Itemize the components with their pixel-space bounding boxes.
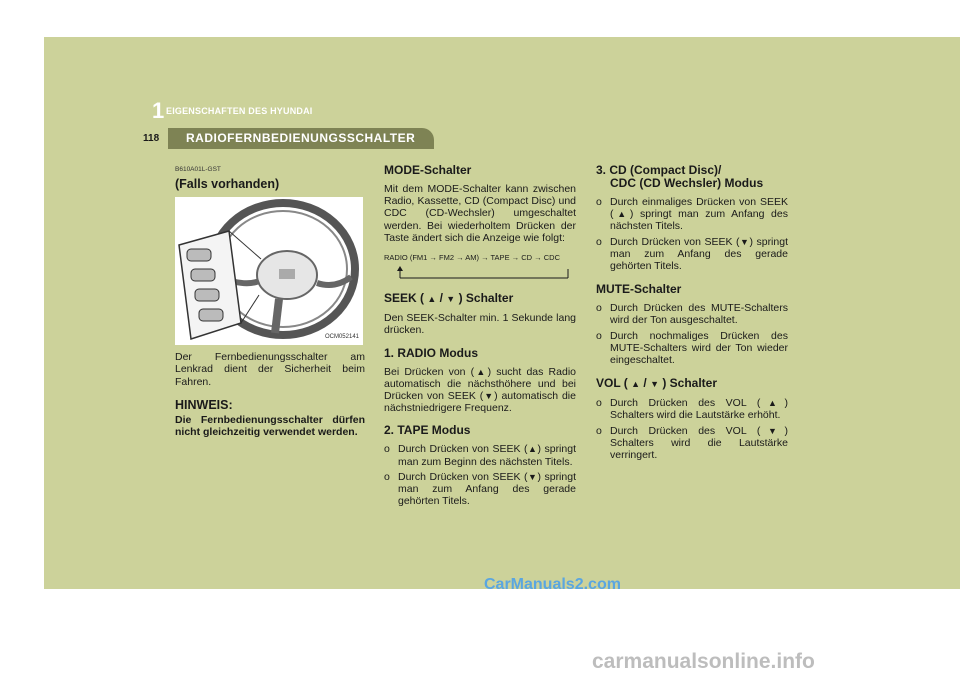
list-item <box>596 236 788 273</box>
up-arrow-icon: ▲ <box>613 209 630 220</box>
chapter-title: EIGENSCHAFTEN DES HYUNDAI <box>166 106 313 116</box>
note-heading: HINWEIS: <box>175 397 233 412</box>
cd-item2-post: ) springt man zum Anfang des gerade gehörten Titels. <box>610 235 788 273</box>
steering-wheel-illustration <box>175 197 363 345</box>
up-arrow-icon: ▲ <box>427 294 437 305</box>
mute-item2: Durch nochmaliges Drücken des MUTE-Schalters wird der Ton wieder eingeschaltet. <box>610 329 788 367</box>
vol-heading-pre: VOL ( <box>596 376 628 391</box>
slash: / <box>436 291 447 306</box>
slash: / <box>640 376 651 391</box>
intro-paragraph: Der Fernbedienungsschalter am Lenkrad dient der Sicherheit beim Fahren. <box>175 351 365 388</box>
mode-heading: MODE-Schalter <box>384 163 472 177</box>
radio-body-part2: ) sucht das Radio automatisch die nächsthöhere und bei Drücken von SEEK ( <box>384 365 576 403</box>
mode-body: Mit dem MODE-Schalter kann zwischen Radio, Kassette, CD (Compact Disc) und CDC (CD-Wechsler) umgeschaltet werden. Bei wiederholtem Drücken der Taste ändert sich die Anzeige wie folgt: <box>384 183 576 244</box>
mode-flow: RADIO (FM1 → FM2 → AM) → TAPE → CD → CDC <box>384 253 560 263</box>
radio-body-part3: ) automatisch die nächstniedrigere Frequenz. <box>384 390 576 415</box>
list-item <box>596 302 788 326</box>
vol-item1-post: ) Schalters wird die Lautstärke erhöht. <box>610 397 788 422</box>
page-number: 118 <box>143 133 160 144</box>
cd-item2-pre: Durch Drücken von SEEK ( <box>610 235 740 248</box>
up-arrow-icon: ▲ <box>474 366 488 377</box>
figure-code: OCM052141 <box>324 334 359 340</box>
watermark-text: carmanualsonline.info <box>592 650 815 673</box>
bullet: o <box>596 196 602 208</box>
list-item <box>596 397 788 421</box>
bullet: o <box>384 443 390 456</box>
bullet: o <box>596 302 602 315</box>
down-arrow-icon: ▼ <box>739 236 750 247</box>
tape-item2-pre: Durch Drücken von SEEK ( <box>398 470 528 483</box>
document-code: B610A01L-GST <box>175 166 221 173</box>
list-item <box>596 196 788 233</box>
down-arrow-icon: ▼ <box>527 471 538 482</box>
vol-item2-post: ) Schalters wird die Lautstärke verringert. <box>610 424 788 462</box>
down-arrow-icon: ▼ <box>760 425 785 436</box>
up-arrow-icon: ▲ <box>760 398 785 409</box>
seek-heading <box>384 292 576 306</box>
tape-heading: 2. TAPE Modus <box>384 423 471 438</box>
down-arrow-icon: ▼ <box>650 379 659 390</box>
radio-heading: 1. RADIO Modus <box>384 345 479 360</box>
vol-heading-post: ) Schalter <box>662 376 718 391</box>
cd-item1-pre: Durch einmaliges Drücken von SEEK ( <box>610 196 788 221</box>
up-arrow-icon: ▲ <box>631 379 641 390</box>
cd-item1-post: ) springt man zum Anfang des nächsten Titels. <box>610 208 788 233</box>
steering-wheel-figure <box>175 197 363 345</box>
tape-item1-pre: Durch Drücken von SEEK ( <box>398 443 528 456</box>
radio-body <box>384 366 576 415</box>
tape-item1-post: ) springt man zum Beginn des nächsten Titels. <box>398 443 576 468</box>
list-item <box>384 471 576 508</box>
radio-body-part1: Bei Drücken von ( <box>384 365 475 378</box>
list-item <box>596 425 788 462</box>
tape-item2-post: ) springt man zum Anfang des gerade gehörten Titels. <box>398 470 576 508</box>
column-3 <box>596 164 788 464</box>
down-arrow-icon: ▼ <box>483 391 495 402</box>
mute-heading: MUTE-Schalter <box>596 282 682 297</box>
list-item <box>384 443 576 467</box>
vol-heading <box>596 377 788 391</box>
optional-heading: (Falls vorhanden) <box>175 177 280 192</box>
flow-return-arrow <box>384 266 574 280</box>
up-arrow-icon: ▲ <box>527 444 538 455</box>
bullet: o <box>596 235 602 248</box>
vol-item1-pre: Durch Drücken des VOL ( <box>610 397 761 410</box>
section-title: RADIOFERNBEDIENUNGSSCHALTER <box>186 131 416 145</box>
chapter-number: 1 <box>152 98 165 123</box>
seek-body: Den SEEK-Schalter min. 1 Sekunde lang drücken. <box>384 312 576 337</box>
down-arrow-icon: ▼ <box>446 294 456 305</box>
column-2 <box>384 164 576 510</box>
return-arrow-icon <box>384 266 574 280</box>
watermark-link[interactable]: CarManuals2.com <box>484 576 621 593</box>
bullet: o <box>596 397 602 410</box>
cd-heading-line1: 3. CD (Compact Disc)/ <box>596 163 722 177</box>
mute-item1: Durch Drücken des MUTE-Schalters wird der Ton ausgeschaltet. <box>610 302 788 327</box>
seek-heading-pre: SEEK ( <box>384 291 425 306</box>
column-1 <box>175 164 365 446</box>
seek-heading-post: ) Schalter <box>458 291 514 306</box>
vol-item2-pre: Durch Drücken des VOL ( <box>610 424 761 437</box>
list-item <box>596 330 788 367</box>
bullet: o <box>384 470 390 483</box>
cd-heading-line2: CDC (CD Wechsler) Modus <box>610 176 764 190</box>
bullet: o <box>596 329 602 342</box>
bullet: o <box>596 424 602 437</box>
note-body: Die Fernbedienungsschalter dürfen nicht gleichzeitig verwendet werden. <box>175 413 365 439</box>
